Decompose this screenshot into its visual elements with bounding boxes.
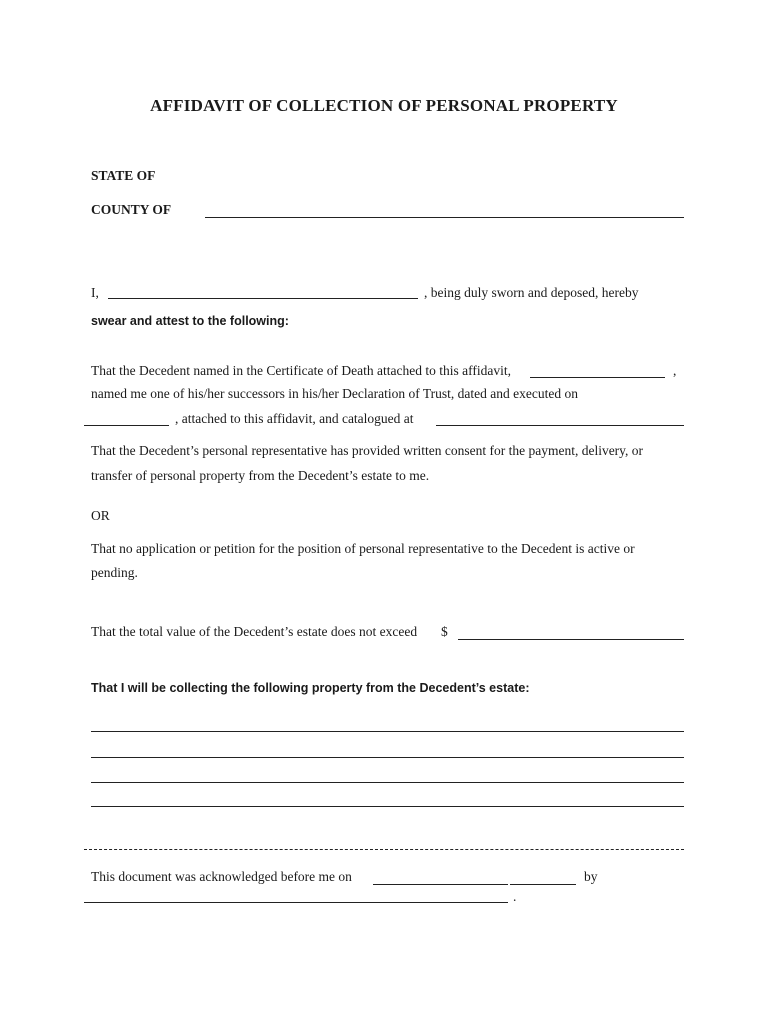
ack-date-field-1[interactable] — [373, 884, 508, 885]
para1-line2: named me one of his/her successors in his/her Declaration of Trust, dated and executed on — [91, 386, 578, 401]
para2-line2: transfer of personal property from the Decedent’s estate to me. — [91, 468, 430, 483]
page-title: AFFIDAVIT OF COLLECTION OF PERSONAL PROPERTY — [150, 96, 618, 115]
property-line-3[interactable] — [91, 782, 684, 783]
intro-prefix: I, — [91, 285, 99, 300]
para5-text: That I will be collecting the following property from the Decedent’s estate: — [91, 681, 530, 695]
catalogued-at-field[interactable] — [436, 425, 684, 426]
ack-name-field[interactable] — [84, 902, 508, 903]
ack-period: . — [513, 889, 517, 904]
property-line-4[interactable] — [91, 806, 684, 807]
para3-line1: That no application or petition for the position of personal representative to the Decedent is active or — [91, 541, 635, 556]
dashed-divider — [84, 849, 684, 850]
intro-suffix: , being duly sworn and deposed, hereby — [424, 285, 639, 300]
state-label: STATE OF — [91, 168, 156, 183]
decedent-name-field[interactable] — [530, 377, 665, 378]
trust-date-field[interactable] — [84, 425, 169, 426]
ack-by: by — [584, 869, 598, 884]
county-label: COUNTY OF — [91, 202, 172, 217]
intro-line2: swear and attest to the following: — [91, 314, 289, 328]
para2-line1: That the Decedent’s personal representative has provided written consent for the payment, delivery, or — [91, 443, 644, 458]
currency-symbol: $ — [441, 624, 448, 639]
para1-line3: , attached to this affidavit, and catalogued at — [175, 411, 414, 426]
estate-value-field[interactable] — [458, 639, 684, 640]
property-line-2[interactable] — [91, 757, 684, 758]
affiant-name-field[interactable] — [108, 298, 418, 299]
property-line-1[interactable] — [91, 731, 684, 732]
ack-date-field-2[interactable] — [510, 884, 576, 885]
para4-text: That the total value of the Decedent’s estate does not exceed — [91, 624, 418, 639]
para1-line1: That the Decedent named in the Certificate of Death attached to this affidavit, — [91, 363, 511, 378]
or-label: OR — [91, 508, 110, 523]
para3-line2: pending. — [91, 565, 138, 580]
para1-comma: , — [673, 363, 677, 378]
ack-text: This document was acknowledged before me on — [91, 869, 352, 884]
county-field[interactable] — [205, 217, 684, 218]
